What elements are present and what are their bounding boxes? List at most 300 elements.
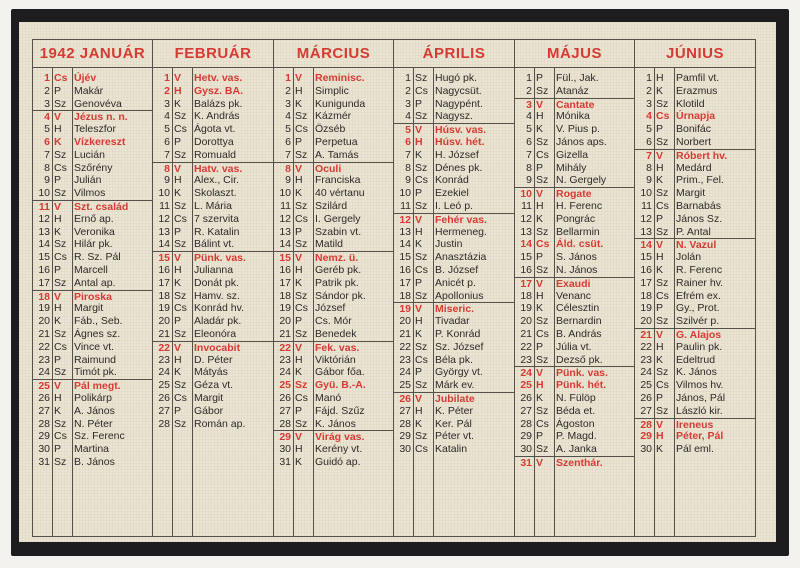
day-number: 29 <box>640 430 652 443</box>
name-day: Nemz. ü. <box>315 252 359 265</box>
day-number: 9 <box>526 174 532 187</box>
weekday: K <box>174 276 182 289</box>
name-day: Ágota vt. <box>194 123 236 136</box>
day-number: 7 <box>526 148 532 161</box>
day-row <box>33 149 152 162</box>
day-row <box>515 98 634 112</box>
day-number: 6 <box>285 136 291 148</box>
day-row <box>274 123 393 136</box>
day-number: 22 <box>158 341 170 354</box>
name-day: Hugó pk. <box>435 72 478 84</box>
name-day: Katalin <box>435 443 468 456</box>
day-number: 11 <box>159 200 170 212</box>
weekday: Sz <box>54 276 67 289</box>
weekday: V <box>54 290 62 303</box>
name-day: Pünk. hét. <box>556 379 607 392</box>
weekday: Cs <box>536 148 549 161</box>
day-row <box>635 149 755 163</box>
name-day: Julianna <box>194 264 234 276</box>
day-number: 27 <box>158 404 170 417</box>
day-number: 18 <box>279 289 291 302</box>
weekday: K <box>54 315 62 328</box>
month-title: JÚNIUS <box>635 40 755 68</box>
day-number: 8 <box>285 162 291 175</box>
name-day: Márk ev. <box>435 379 475 392</box>
weekday: P <box>54 84 62 97</box>
weekday: H <box>536 200 544 212</box>
weekday: Cs <box>54 251 67 264</box>
day-row <box>515 264 634 277</box>
name-day: Mónika <box>556 110 590 123</box>
day-number: 20 <box>520 315 532 328</box>
name-day: Cs. Mór <box>315 315 352 328</box>
name-day: Teleszfor <box>74 123 117 136</box>
name-day: Vince vt. <box>74 340 115 353</box>
day-row <box>33 213 152 226</box>
name-day: Romuald <box>194 148 237 161</box>
name-day: Edeltrud <box>676 353 716 366</box>
name-day: Ágoston <box>556 417 595 430</box>
name-day: Medárd <box>676 161 712 174</box>
day-number: 23 <box>38 353 50 366</box>
day-row <box>394 354 514 367</box>
day-number: 7 <box>646 149 652 162</box>
weekday: K <box>415 328 423 340</box>
day-number: 26 <box>279 392 291 404</box>
weekday: P <box>174 225 182 238</box>
day-row <box>394 98 514 111</box>
day-number: 29 <box>520 430 532 443</box>
name-day: Pál eml. <box>676 443 714 456</box>
name-day: Miseric. <box>435 303 475 316</box>
day-number: 9 <box>285 174 291 187</box>
day-row <box>33 392 152 405</box>
day-number: 17 <box>158 276 170 289</box>
weekday: Sz <box>536 225 549 238</box>
day-number: 11 <box>521 200 532 212</box>
weekday: H <box>295 84 303 97</box>
weekday: Cs <box>54 430 67 443</box>
day-row <box>515 405 634 418</box>
day-row <box>515 238 634 251</box>
weekday: H <box>536 110 544 123</box>
day-row <box>515 251 634 264</box>
day-row <box>33 328 152 341</box>
day-row <box>635 110 755 123</box>
day-row <box>394 213 514 227</box>
day-number: 13 <box>640 225 652 238</box>
day-number: 22 <box>38 340 50 353</box>
day-row <box>274 174 393 187</box>
day-number: 21 <box>158 328 170 340</box>
name-day: Fehér vas. <box>435 213 487 226</box>
weekday: V <box>54 380 62 393</box>
day-row <box>153 354 273 367</box>
name-day: János aps. <box>556 136 607 148</box>
day-number: 12 <box>399 213 411 226</box>
day-row <box>33 264 152 277</box>
day-number: 16 <box>399 264 411 276</box>
day-row <box>33 443 152 456</box>
day-number: 18 <box>640 289 652 302</box>
weekday: Sz <box>54 366 67 379</box>
name-day: Dénes pk. <box>435 161 483 174</box>
day-number: 20 <box>279 315 291 328</box>
day-row <box>274 149 393 162</box>
weekday: Sz <box>174 289 187 302</box>
day-row <box>394 290 514 303</box>
weekday: Sz <box>536 404 549 417</box>
name-day: Eleonóra <box>194 328 237 340</box>
day-row <box>33 315 152 328</box>
name-day: K. Péter <box>435 404 473 417</box>
day-number: 30 <box>279 443 291 456</box>
name-day: S. János <box>556 251 597 264</box>
weekday: V <box>656 149 664 162</box>
day-number: 3 <box>44 97 50 110</box>
weekday: Sz <box>295 328 308 340</box>
day-row <box>394 418 514 431</box>
day-number: 27 <box>399 404 411 417</box>
day-row <box>274 85 393 98</box>
weekday: P <box>415 187 423 200</box>
weekday: Cs <box>536 417 549 430</box>
name-day: Geréb pk. <box>315 264 362 276</box>
name-day: Efrém ex. <box>676 289 721 302</box>
weekday: P <box>54 353 62 366</box>
name-day: Húsv. hét. <box>435 136 485 148</box>
day-number: 23 <box>399 353 411 366</box>
day-number: 26 <box>520 392 532 404</box>
day-number: 3 <box>285 97 291 110</box>
day-row <box>394 264 514 277</box>
day-number: 31 <box>520 457 532 469</box>
name-day: Béla pk. <box>435 353 473 366</box>
day-row <box>153 213 273 226</box>
day-row <box>394 379 514 392</box>
weekday: Sz <box>415 251 428 264</box>
day-row <box>515 187 634 201</box>
weekday: Sz <box>415 379 428 392</box>
name-day: Cantate <box>556 98 595 111</box>
day-number: 29 <box>279 431 291 444</box>
day-row <box>515 149 634 162</box>
day-number: 8 <box>526 161 532 174</box>
weekday: Sz <box>415 72 428 84</box>
name-day: Sz. Ferenc <box>74 430 125 443</box>
day-number: 24 <box>38 366 50 379</box>
day-number: 27 <box>38 404 50 417</box>
weekday: Sz <box>656 187 669 200</box>
day-number: 11 <box>280 200 291 212</box>
weekday: Cs <box>415 353 428 366</box>
day-row <box>515 392 634 405</box>
day-row <box>33 162 152 175</box>
day-row <box>394 226 514 239</box>
day-number: 21 <box>520 328 532 340</box>
name-day: Húsv. vas. <box>435 124 487 137</box>
day-number: 31 <box>279 456 291 468</box>
name-day: R. Ferenc <box>676 264 723 276</box>
day-number: 11 <box>38 201 50 213</box>
day-row <box>274 136 393 149</box>
name-day: Guidó ap. <box>315 456 361 468</box>
day-number: 5 <box>526 123 532 136</box>
weekday: K <box>415 417 423 430</box>
name-day: Szabin vt. <box>315 225 362 238</box>
name-day: Hatv. vas. <box>194 162 243 175</box>
weekday: Cs <box>656 379 669 392</box>
name-day: A. Tamás <box>315 148 359 161</box>
day-row <box>635 174 755 187</box>
weekday: Cs <box>656 289 669 302</box>
weekday: H <box>54 392 62 404</box>
name-day: Veronika <box>74 225 115 238</box>
day-row <box>33 341 152 354</box>
name-day: Invocabit <box>194 341 241 354</box>
day-number: 14 <box>640 239 652 252</box>
weekday: Sz <box>536 136 549 148</box>
name-day: Polikárp <box>74 392 112 404</box>
name-day: Norbert <box>676 136 712 148</box>
weekday: V <box>536 457 544 469</box>
day-number: 24 <box>520 367 532 380</box>
name-day: N. János <box>556 264 598 276</box>
day-row <box>515 328 634 341</box>
day-row <box>635 379 755 392</box>
name-day: Róbert hv. <box>676 149 728 162</box>
day-row <box>635 251 755 264</box>
name-day: Martina <box>74 443 110 456</box>
day-row <box>394 366 514 379</box>
day-row <box>274 110 393 123</box>
name-day: Fek. vas. <box>315 341 360 354</box>
weekday: K <box>54 404 62 417</box>
month-title: FEBRUÁR <box>153 40 273 68</box>
day-number: 18 <box>38 290 50 303</box>
day-row <box>635 200 755 213</box>
day-row <box>515 290 634 303</box>
day-number: 19 <box>38 302 50 315</box>
day-number: 4 <box>526 110 532 123</box>
weekday: P <box>656 392 664 404</box>
weekday: V <box>536 367 544 380</box>
day-row <box>394 238 514 251</box>
day-number: 2 <box>526 84 532 97</box>
day-number: 18 <box>399 289 411 302</box>
name-day: János Sz. <box>676 212 723 225</box>
day-number: 28 <box>640 418 652 431</box>
name-day: Julián <box>74 174 102 187</box>
day-number: 17 <box>520 277 532 290</box>
day-number: 24 <box>399 366 411 379</box>
weekday: Sz <box>536 443 549 456</box>
day-number: 29 <box>399 430 411 443</box>
name-day: Rogate <box>556 188 592 201</box>
day-row <box>515 366 634 380</box>
day-number: 28 <box>520 417 532 430</box>
day-number: 7 <box>164 148 170 161</box>
day-number: 18 <box>520 289 532 302</box>
day-row <box>33 136 152 149</box>
name-day: Anicét p. <box>435 276 476 289</box>
weekday: H <box>295 353 303 366</box>
day-number: 24 <box>640 366 652 379</box>
day-number: 2 <box>405 84 411 97</box>
day-row <box>394 251 514 264</box>
day-number: 19 <box>640 302 652 315</box>
day-number: 26 <box>38 392 50 404</box>
weekday: V <box>415 124 423 137</box>
day-row <box>394 315 514 328</box>
day-row <box>394 341 514 354</box>
weekday: Sz <box>295 110 308 123</box>
day-number: 19 <box>279 302 291 315</box>
day-row <box>515 315 634 328</box>
day-row <box>153 392 273 405</box>
day-row <box>515 85 634 98</box>
day-row <box>515 110 634 123</box>
day-number: 8 <box>646 161 652 174</box>
name-day: Pünk. vas. <box>194 252 246 265</box>
name-day: Béda et. <box>556 404 596 417</box>
day-row <box>274 238 393 251</box>
weekday: Sz <box>295 238 308 251</box>
weekday: H <box>656 161 664 174</box>
weekday: V <box>174 341 182 354</box>
day-row <box>394 405 514 418</box>
name-day: Nagysz. <box>435 110 473 123</box>
day-row <box>515 456 634 470</box>
day-number: 27 <box>520 404 532 417</box>
day-number: 20 <box>399 315 411 328</box>
day-row <box>153 226 273 239</box>
weekday: V <box>536 98 544 111</box>
name-day: Ezekiel <box>435 187 469 200</box>
day-row <box>33 200 152 214</box>
name-day: Balázs pk. <box>194 97 243 110</box>
name-day: Fájd. Szűz <box>315 404 365 417</box>
day-number: 10 <box>520 188 532 201</box>
weekday: K <box>656 174 664 187</box>
day-row <box>515 354 634 367</box>
name-day: Gy., Prot. <box>676 302 720 315</box>
day-row <box>274 456 393 469</box>
name-day: Vilmos hv. <box>676 379 724 392</box>
name-day: Apollonius <box>435 289 484 302</box>
weekday: V <box>415 213 423 226</box>
day-row <box>394 392 514 406</box>
name-day: Aladár pk. <box>194 315 242 328</box>
day-number: 15 <box>640 251 652 264</box>
weekday: Sz <box>54 97 67 110</box>
weekday: P <box>656 212 664 225</box>
weekday: Cs <box>54 161 67 174</box>
name-day: B. András <box>556 328 602 340</box>
name-day: Barnabás <box>676 200 721 212</box>
weekday: Sz <box>415 161 428 174</box>
weekday: K <box>656 264 664 276</box>
day-number: 30 <box>520 443 532 456</box>
day-number: 19 <box>520 302 532 315</box>
day-row <box>635 72 755 85</box>
name-day: I. Leó p. <box>435 200 473 212</box>
day-number: 10 <box>279 187 291 200</box>
weekday: H <box>295 174 303 187</box>
day-row <box>394 149 514 162</box>
name-day: Pünk. vas. <box>556 367 608 380</box>
day-row <box>33 174 152 187</box>
name-day: Célesztin <box>556 302 600 315</box>
name-day: Szilárd <box>315 200 348 212</box>
day-number: 7 <box>44 148 50 161</box>
month-column <box>32 39 153 537</box>
day-number: 21 <box>279 328 291 340</box>
day-number: 12 <box>158 212 170 225</box>
weekday: Cs <box>295 392 308 404</box>
weekday: Sz <box>656 136 669 148</box>
weekday: V <box>174 252 182 265</box>
day-row <box>153 162 273 176</box>
day-number: 17 <box>38 276 50 289</box>
day-row <box>33 98 152 111</box>
day-row <box>33 85 152 98</box>
name-day: Konrád hv. <box>194 302 245 315</box>
day-row <box>635 85 755 98</box>
name-day: K. János <box>676 366 717 379</box>
day-number: 4 <box>285 110 291 123</box>
weekday: Sz <box>54 417 67 430</box>
name-day: N. Péter <box>74 417 113 430</box>
day-number: 30 <box>38 443 50 456</box>
weekday: V <box>54 201 62 213</box>
weekday: K <box>174 187 182 200</box>
day-row <box>635 238 755 252</box>
day-row <box>635 277 755 290</box>
weekday: H <box>536 289 544 302</box>
day-row <box>394 328 514 341</box>
weekday: P <box>174 404 182 417</box>
weekday: H <box>656 340 664 353</box>
day-row <box>394 110 514 123</box>
day-row <box>274 213 393 226</box>
name-day: Alex., Cir. <box>194 174 239 187</box>
day-row <box>33 366 152 379</box>
day-row <box>33 456 152 469</box>
day-row <box>33 277 152 290</box>
day-number: 14 <box>520 238 532 251</box>
weekday: H <box>174 353 182 366</box>
day-number: 12 <box>279 212 291 225</box>
day-number: 16 <box>520 264 532 276</box>
day-row <box>153 251 273 265</box>
name-day: Bernardin <box>556 315 602 328</box>
day-number: 23 <box>158 353 170 366</box>
day-number: 14 <box>399 238 411 251</box>
day-row <box>274 72 393 85</box>
day-row <box>515 136 634 149</box>
weekday: Sz <box>295 200 308 212</box>
weekday: Sz <box>536 315 549 328</box>
day-row <box>635 443 755 456</box>
day-number: 7 <box>285 148 291 161</box>
name-day: Piroska <box>74 290 112 303</box>
weekday: Cs <box>174 123 187 136</box>
day-row <box>153 136 273 149</box>
weekday: H <box>656 72 664 84</box>
day-number: 12 <box>520 212 532 225</box>
day-row <box>635 226 755 239</box>
